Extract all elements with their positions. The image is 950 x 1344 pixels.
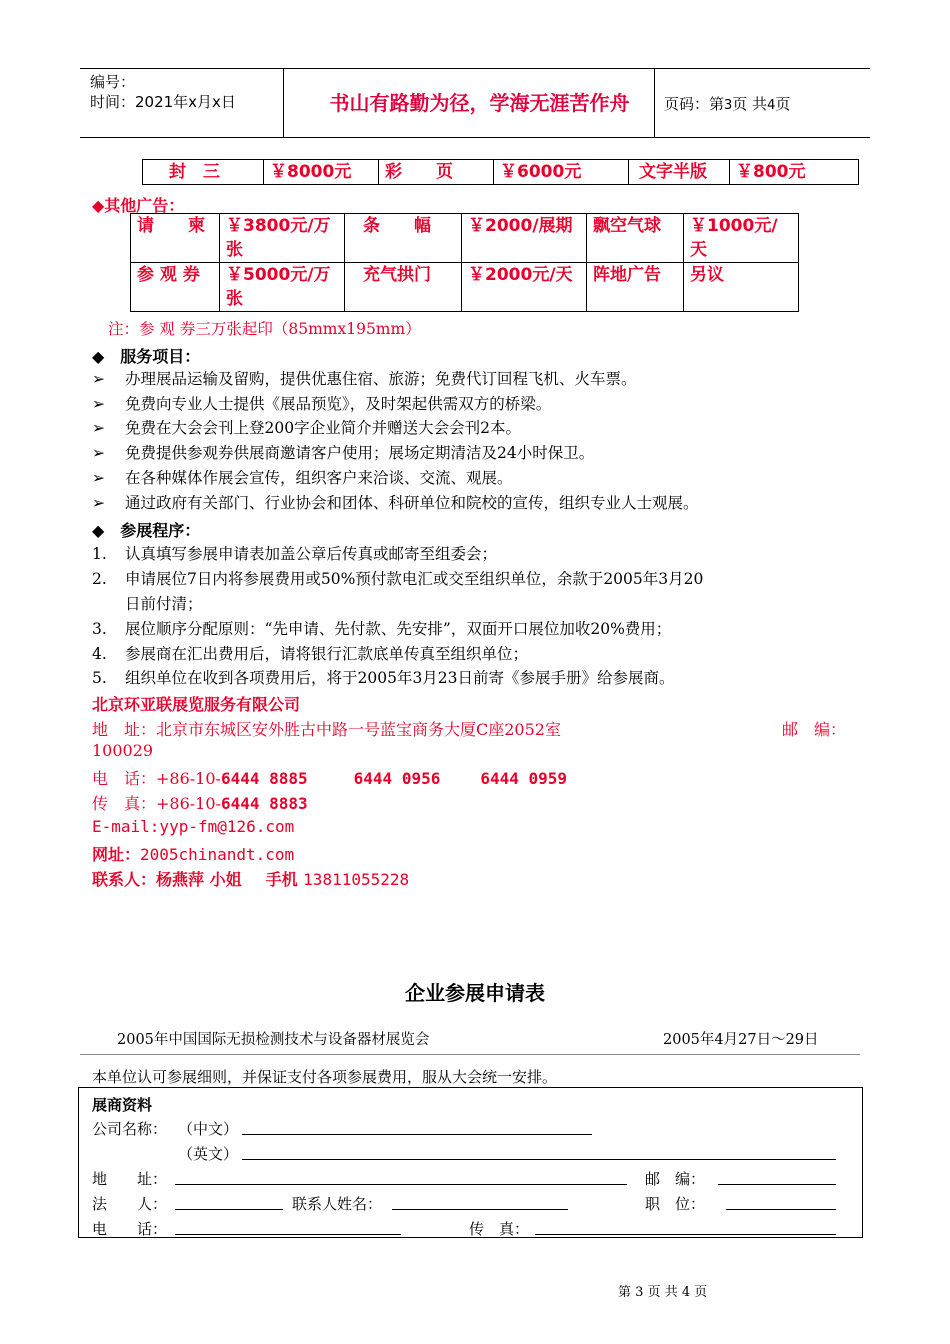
list-item-text: 免费向专业人士提供《展品预览》，及时架起供需双方的桥梁。: [125, 395, 552, 413]
list-number: 4.: [92, 645, 107, 663]
arrow-bullet-icon: ➢: [92, 444, 105, 462]
procedure-heading: ◆ 参展程序：: [92, 521, 201, 540]
list-item: [92, 542, 497, 566]
arrow-bullet-icon: ➢: [92, 370, 105, 388]
mobile-number: 13811055228: [303, 870, 410, 889]
list-number: 1.: [92, 545, 107, 563]
postcode-field-label: 邮 编：: [645, 1170, 706, 1188]
fax-field[interactable]: [535, 1234, 836, 1235]
list-item: [92, 666, 675, 690]
list-number: 2.: [92, 570, 107, 588]
list-item: [92, 617, 671, 641]
list-item: [92, 642, 528, 666]
date-label: 时间：2021年x月x日: [90, 93, 236, 111]
header-divider: [654, 69, 655, 137]
company-name-cn-field[interactable]: [242, 1134, 592, 1135]
company-name: 北京环亚联展览服务有限公司: [92, 695, 301, 714]
serial-label: 编号：: [90, 73, 136, 91]
table-cell: ￥8000元: [264, 160, 379, 185]
company-name-en-field[interactable]: [242, 1159, 836, 1160]
phone-label: 电 话：+86-10-: [92, 769, 221, 788]
contact-person: 联系人：杨燕萍 小姐: [92, 870, 242, 889]
table-cell: 请 柬: [131, 214, 220, 263]
company-address: 地 址：北京市东城区安外胜古中路一号蓝宝商务大厦C座2052室: [92, 720, 561, 739]
phone-number: 6444 0959: [480, 769, 568, 788]
list-item-text: 参展商在汇出费用后，请将银行汇款底单传真至组织单位；: [125, 645, 529, 663]
table-cell: ￥2000元/天: [462, 263, 587, 312]
other-ads-heading: ◆其他广告：: [92, 196, 185, 215]
footer-current: 3: [635, 1285, 644, 1300]
table-cell: 阵地广告: [587, 263, 684, 312]
phone-field[interactable]: [175, 1234, 401, 1235]
table-cell: ￥2000/展期: [462, 214, 587, 263]
address-label: 地 址：: [92, 1170, 168, 1188]
page-header: [80, 68, 870, 138]
list-item-text: 认真填写参展申请表加盖公章后传真或邮寄至组委会；: [125, 545, 498, 563]
list-item-text: 日前付清；: [125, 595, 203, 613]
header-page-number: [664, 93, 790, 114]
page-total: 4: [767, 98, 776, 113]
legal-rep-label: 法 人：: [92, 1195, 168, 1213]
fax-number: 6444 8883: [220, 794, 308, 813]
website-label: 网址：: [92, 845, 141, 864]
table-cell: 封 三: [143, 160, 264, 185]
phone-field-label: 电 话：: [92, 1220, 168, 1238]
page-current: 3: [724, 98, 733, 113]
other-ads-table: [130, 213, 799, 312]
table-cell: 另议: [684, 263, 799, 312]
position-label: 职 位：: [645, 1195, 706, 1213]
divider: [80, 1054, 860, 1055]
arrow-bullet-icon: ➢: [92, 469, 105, 487]
list-item: [92, 592, 203, 616]
list-item: [92, 367, 637, 391]
ad-price-table-top: [142, 159, 859, 185]
form-statement: 本单位认可参展细则，并保证支付各项参展费用，服从大会统一安排。: [92, 1068, 558, 1086]
page-prefix: 页码：第: [664, 95, 725, 113]
arrow-bullet-icon: ➢: [92, 419, 105, 437]
table-cell: ￥800元: [730, 160, 859, 185]
form-title: 企业参展申请表: [405, 981, 545, 1005]
header-motto: 书山有路勤为径，学海无涯苦作舟: [329, 91, 630, 115]
table-cell: 彩 页: [379, 160, 494, 185]
list-item-text: 免费在大会会刊上登200字企业简介并赠送大会会刊2本。: [125, 419, 521, 437]
footer-prefix: 第: [618, 1285, 632, 1300]
contact-person-line: [92, 867, 409, 890]
list-item: [92, 491, 699, 515]
postcode-field[interactable]: [718, 1184, 836, 1185]
footer-total: 4: [681, 1285, 691, 1300]
header-meta: [90, 72, 236, 112]
fax-line: [92, 791, 308, 814]
table-cell: 条 幅: [345, 214, 462, 263]
contact-name-field[interactable]: [392, 1209, 568, 1210]
exhibition-dates: 2005年4月27日～29日: [663, 1032, 819, 1048]
table-cell: 参 观 券: [131, 263, 220, 312]
list-item: [92, 466, 513, 490]
email-link[interactable]: E-mail:yyp-fm@126.com: [92, 817, 295, 836]
list-item: [92, 441, 594, 465]
list-item-text: 组织单位在收到各项费用后，将于2005年3月23日前寄《参展手册》给参展商。: [125, 669, 675, 687]
table-cell: ￥3800元/万张: [220, 214, 345, 263]
section-title: 展商资料: [92, 1096, 153, 1114]
list-item-text: 办理展品运输及留购，提供优惠住宿、旅游；免费代订回程飞机、火车票。: [125, 370, 637, 388]
website-link[interactable]: 2005chinandt.com: [140, 845, 295, 864]
arrow-bullet-icon: ➢: [92, 494, 105, 512]
fax-label: 传 真：+86-10-: [92, 794, 221, 813]
services-heading: ◆ 服务项目：: [92, 347, 201, 366]
table-row: [143, 160, 859, 185]
list-number: 5.: [92, 669, 107, 687]
list-item-text: 展位顺序分配原则：“先申请、先付款、先安排”，双面开口展位加收20%费用；: [125, 620, 672, 638]
list-item: [92, 392, 551, 416]
english-label: （英文）: [178, 1145, 239, 1163]
table-row: [131, 263, 799, 312]
page-footer: [618, 1281, 707, 1300]
address-field[interactable]: [175, 1184, 627, 1185]
postcode-label: 邮 编：: [782, 720, 847, 739]
footer-suffix: 页: [694, 1285, 708, 1300]
list-item-text: 通过政府有关部门、行业协会和团体、科研单位和院校的宣传，组织专业人士观展。: [125, 494, 699, 512]
legal-rep-field[interactable]: [175, 1209, 283, 1210]
exhibition-name: 2005年中国国际无损检测技术与设备器材展览会: [117, 1032, 430, 1048]
table-row: [131, 214, 799, 263]
website-line: [92, 842, 294, 865]
phone-line: [92, 766, 567, 789]
fax-field-label: 传 真：: [469, 1220, 530, 1238]
page-suffix: 页: [775, 95, 791, 113]
table-cell: 文字半版: [629, 160, 730, 185]
list-item-text: 在各种媒体作展会宣传，组织客户来洽谈、交流、观展。: [125, 469, 513, 487]
list-item-text: 免费提供参观券供展商邀请客户使用；展场定期清洁及24小时保卫。: [125, 444, 595, 462]
chinese-label: （中文）: [178, 1120, 239, 1138]
position-field[interactable]: [726, 1209, 836, 1210]
contact-name-label: 联系人姓名：: [292, 1195, 383, 1213]
phone-number: 6444 8885: [220, 769, 308, 788]
arrow-bullet-icon: ➢: [92, 395, 105, 413]
phone-number: 6444 0956: [353, 769, 441, 788]
list-number: 3.: [92, 620, 107, 638]
mobile-label: 手机: [265, 870, 298, 889]
list-item-text: 申请展位7日内将参展费用或50%预付款电汇或交至组织单位，余款于2005年3月20: [125, 570, 704, 588]
postcode: 100029: [92, 741, 154, 760]
page-mid: 页 共: [732, 95, 768, 113]
table-cell: 充气拱门: [345, 263, 462, 312]
table-cell: ￥5000元/万张: [220, 263, 345, 312]
list-item: [92, 416, 521, 440]
footer-mid: 页 共: [647, 1285, 678, 1300]
company-name-label: 公司名称：: [92, 1120, 168, 1138]
ticket-note: 注：参 观 券三万张起印（85mmx195mm）: [108, 320, 421, 338]
table-cell: 飘空气球: [587, 214, 684, 263]
list-item: [92, 567, 703, 591]
header-divider: [283, 69, 284, 137]
table-cell: ￥6000元: [494, 160, 629, 185]
table-cell: ￥1000元/天: [684, 214, 799, 263]
